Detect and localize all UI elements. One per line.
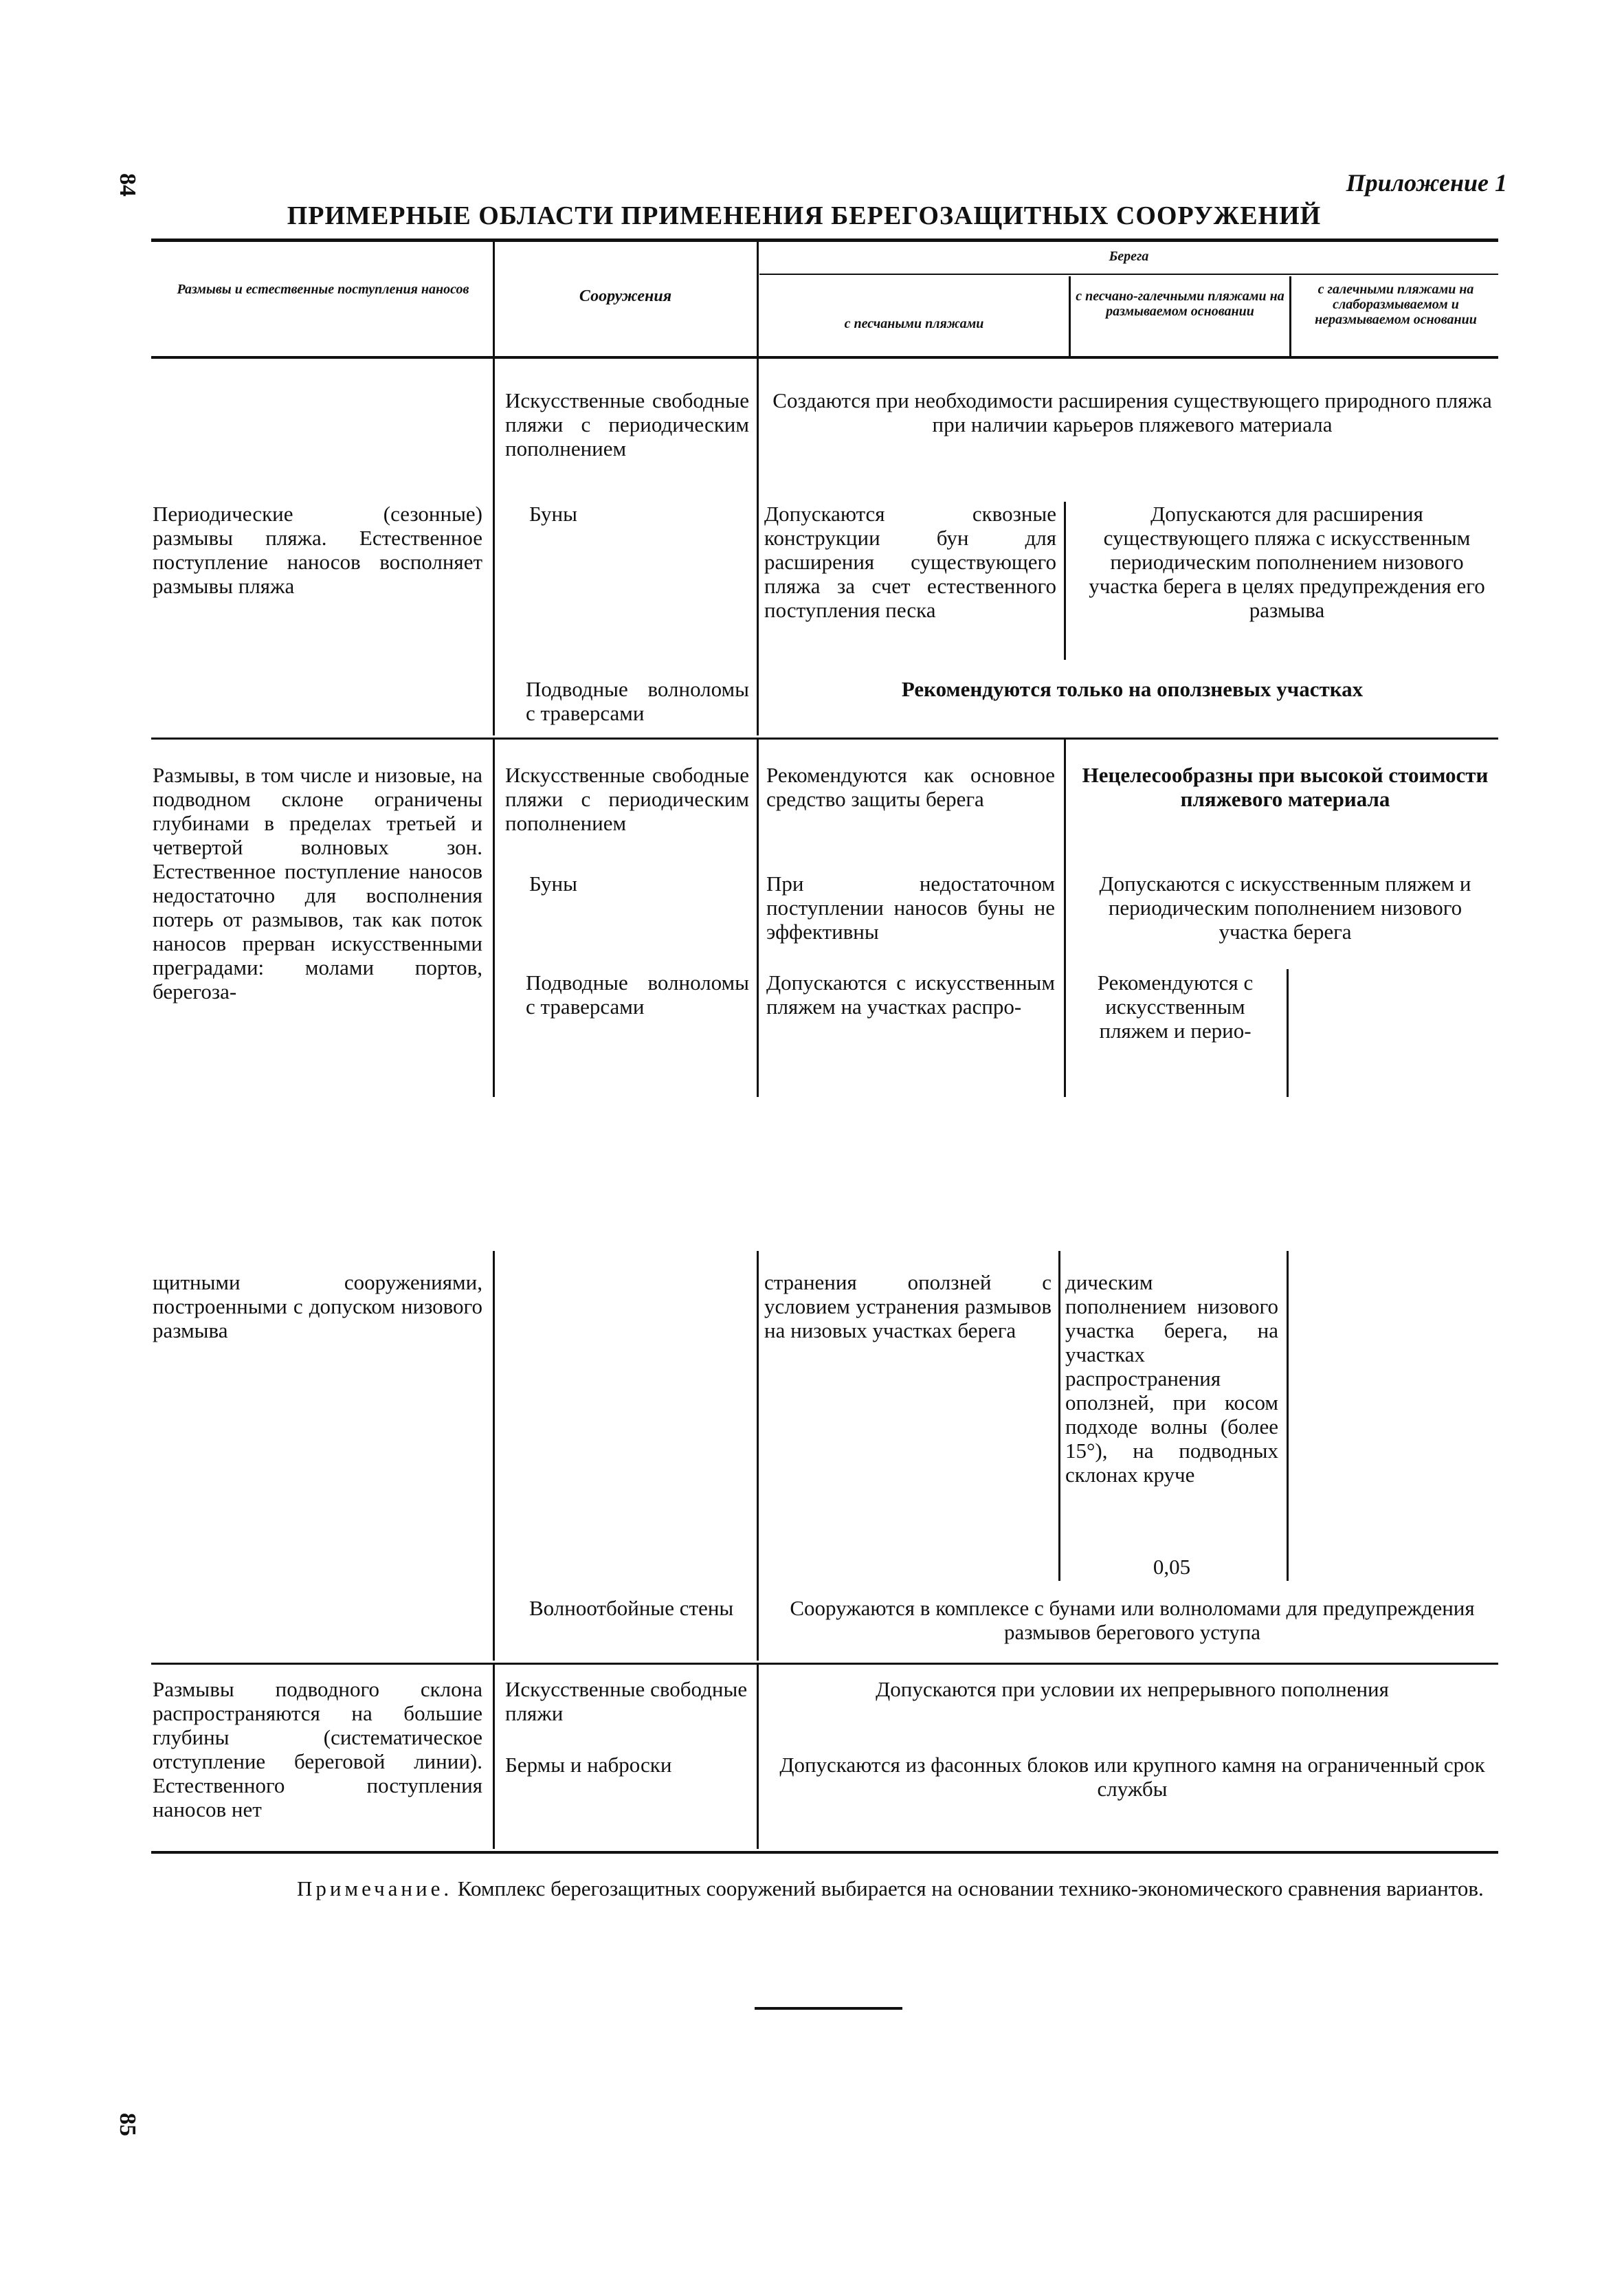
s1-structure-buny: Буны [529,502,577,526]
page-number-bottom: 85 [115,2113,140,2136]
s2-col-divider-3b [1058,1251,1060,1581]
end-rule [755,2007,902,2010]
s3-structure-artificial-beach: Искусственные свободные пляжи [505,1677,748,1725]
section1-rule [151,738,1498,740]
s2-col-divider-3a [1064,740,1066,1097]
header-divider-a [1069,276,1071,356]
s2-col-divider-2a [757,740,759,1097]
s1-buny-divider [1064,502,1066,660]
s1-artificial-beach-all: Создаются при необходимости расширения существующего природного пляжа при наличии карьеров пляжевого материала [772,388,1492,436]
s3-col-divider-2 [757,1665,759,1849]
s2-breakwaters-sand-part1: Допускаются с искусственным пляжем на участках распро- [766,971,1055,1019]
table-top-rule [151,239,1498,242]
page-number-top: 84 [115,173,140,197]
s2-structure-seawalls: Волноотбойные стены [529,1596,734,1620]
s2-artificial-beach-sand: Рекомендуются как основное средство защиты берега [766,763,1055,811]
s2-breakwaters-sandpebble-part1: Рекомендуются с искусственным пляжем и перио- [1097,971,1254,1043]
s2-breakwaters-sand-part2: странения оползней с условием устранения размывов на низовых участках берега [764,1270,1052,1342]
s2-seawalls-all: Сооружаются в комплексе с бунами или волноломами для предупреждения размывов берегового уступа [790,1596,1475,1644]
footnote [153,1876,1498,1900]
s3-artificial-beach-all: Допускаются при условии их непрерывного пополнения [876,1677,1389,1701]
header-bottom-rule [151,356,1498,359]
header-causes: Размывы и естественные поступления наносов [177,282,469,297]
header-sand-pebble: с песчано-галечными пляжами на размываемом основании [1076,289,1284,319]
footnote-label: Примечание. [297,1876,453,1900]
s2-col-divider-4b [1287,1251,1289,1581]
s1-buny-sand: Допускаются сквозные конструкции бун для расширения существующего пляжа за счет естественного поступления песка [764,502,1056,622]
s1-structure-artificial-beach-text: Искусственные свободные пляжи с периодическим пополнением [505,388,749,461]
s2-cause-part2: щитными сооружениями, построенными с допуском низового размыва [153,1270,482,1342]
col-divider-1 [493,241,495,735]
s2-breakwaters-sandpebble-value: 0,05 [1153,1555,1191,1579]
s1-buny-other: Допускаются для расширения существующего пляжа с искусственным периодическим пополнением низового участка берега в целях предупреждения его размыва [1089,502,1485,622]
s3-col-divider-1 [493,1665,495,1849]
s2-structure-breakwaters: Подводные волноломы с траверсами [526,971,749,1019]
col-divider-2 [757,241,759,735]
s2-col-divider-1a [493,740,495,1097]
header-sand: с песчаными пляжами [844,316,984,331]
s2-col-divider-1b [493,1251,495,1661]
s2-col-divider-2b [757,1251,759,1661]
header-divider-b [1289,276,1291,356]
s2-breakwaters-sandpebble-part2: дическим пополнением низового участка берега, на участках распространения оползней, при косом подходе волны (более 15°), на подводных склонах круче [1065,1270,1278,1487]
s2-structure-artificial-beach: Искусственные свободные пляжи с периодическим пополнением [505,763,749,835]
s2-buny-other: Допускаются с искусственным пляжем и периодическим пополнением низового участка берега [1099,872,1471,944]
s1-structure-breakwaters: Подводные волноломы с траверсами [526,677,749,725]
s1-structure-artificial-beach [505,388,749,461]
header-structures-text: Сооружения [579,287,672,305]
page-title: ПРИМЕРНЫЕ ОБЛАСТИ ПРИМЕНЕНИЯ БЕРЕГОЗАЩИТНЫХ СООРУЖЕНИЙ [287,201,1322,230]
s3-berms-all: Допускаются из фасонных блоков или крупного камня на ограниченный срок службы [779,1753,1485,1801]
table-bottom-rule [151,1851,1498,1854]
s2-artificial-beach-other: Нецелесообразны при высокой стоимости пляжевого материала [1082,763,1489,811]
s1-cause: Периодические (сезонные) размывы пляжа. Естественное поступление наносов восполняет размывы пляжа [153,502,482,598]
group-header-rule [759,274,1498,275]
header-shores: Берега [1109,249,1149,264]
section2-rule [151,1663,1498,1665]
s1-breakwaters-all: Рекомендуются только на оползневых участках [901,677,1364,701]
s3-cause: Размывы подводного склона распространяются на большие глубины (систематическое отступление береговой линии). Естественного поступления наносов нет [153,1677,482,1821]
s2-structure-buny: Буны [529,872,577,896]
appendix-label: Приложение 1 [1346,169,1507,197]
header-pebble: с галечными пляжами на слаборазмываемом и неразмываемом основании [1315,282,1477,327]
s2-col-divider-4a [1287,969,1289,1097]
footnote-text: Комплекс берегозащитных сооружений выбирается на основании технико-экономического сравнения вариантов. [457,1876,1484,1900]
s2-cause-part1: Размывы, в том числе и низовые, на подводном склоне ограничены глубинами в пределах третьей и четвертой волновых зон. Естественное поступление наносов недостаточно для восполнения потерь от размывов, так как поток наносов прерван искусственными преградами: молами портов, берегоза- [153,763,482,1004]
s2-buny-sand: При недостаточном поступлении наносов буны не эффективны [766,872,1055,944]
s3-structure-berms: Бермы и наброски [505,1753,672,1777]
